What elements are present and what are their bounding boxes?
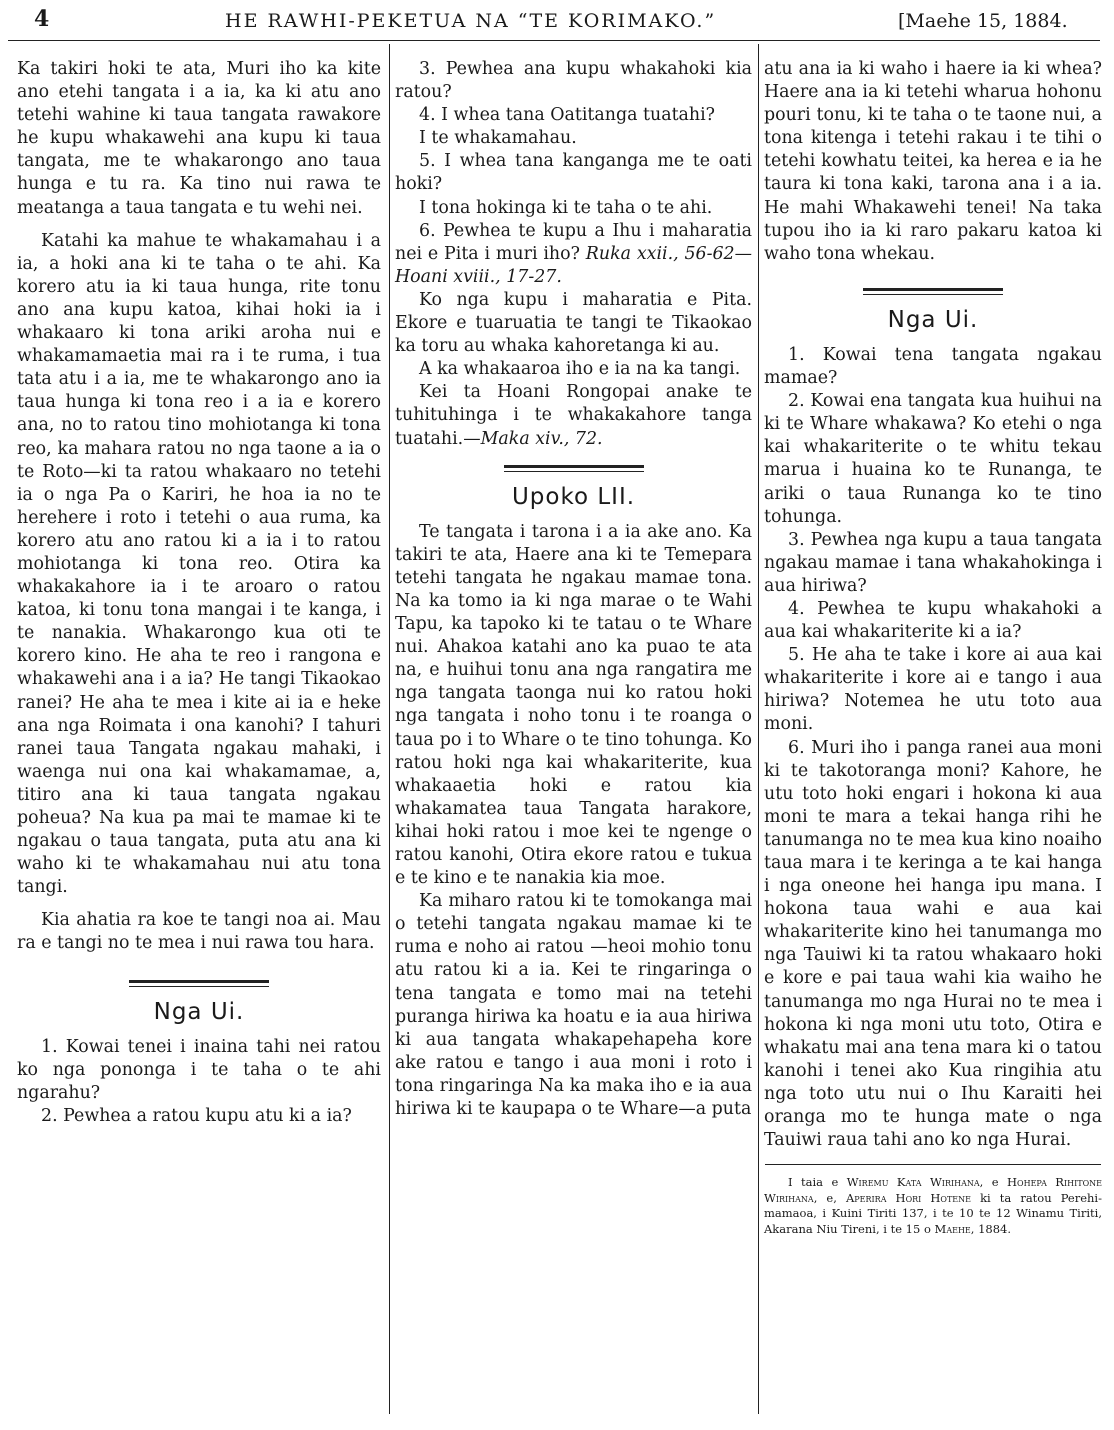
page-number: 4 — [34, 6, 50, 32]
imprint-month: Maehe — [934, 1221, 971, 1236]
printer-name: Wiremu Kata Wirihana — [846, 1175, 980, 1190]
question-text: 6. Pewhea te kupu a Ihu i maharatia nei e Pita i muri iho? — [395, 220, 752, 264]
section-divider — [504, 465, 644, 472]
answer-item: I te whakamahau. — [419, 128, 577, 149]
column-rule-2 — [758, 44, 759, 1414]
section-heading: Nga Ui. — [887, 306, 979, 333]
question-item: 1. Kowai tena tangata ngakau mamae? — [764, 344, 1102, 389]
question-item — [395, 220, 752, 289]
column-1 — [17, 58, 381, 1128]
printer-name: Hohepa Rihitone Wirihana — [764, 1175, 1102, 1205]
question-item: 1. Kowai tenei i inaina tahi nei ratou ko nga pononga i te taha o te ahi ngarahu? — [17, 1036, 381, 1103]
question-item: 5. He aha te take i kore ai aua kai whakariterite i kore ai e tango i aua hiriwa? Notemea he utu toto aua moni. — [764, 645, 1102, 735]
section-divider — [863, 288, 1003, 295]
answer-item: A ka whakaaroa iho e ia na ka tangi. — [419, 359, 741, 380]
answer-text: Kei ta Hoani Rongopai anake te tuhituhinga i te whakakahore tanga tuatahi.— — [395, 382, 752, 449]
question-item: 5. I whea tana kanganga me te oati hoki? — [395, 151, 752, 195]
question-item: 3. Pewhea nga kupu a taua tangata ngakau mamae i tana whakahokinga i aua hiriwa? — [764, 529, 1102, 596]
imprint-text: , e, — [813, 1190, 846, 1205]
column-3 — [764, 58, 1102, 1237]
question-item: 4. I whea tana Oatitanga tuatahi? — [419, 105, 716, 126]
paragraph: Ka miharo ratou ki te tomokanga mai o tetehi tangata ngakau mamae ki te ruma e noho ai ratou —heoi mohio tonu atu ratou ki a ia. Kei te ringaringa o tena tangata e tomo mai na tetehi puranga hiriwa ka hoatu e ia aua hiriwa ki aua tangata whakapehapeha kore ake ratou e tango i aua moni i roto i tona ringaringa Na ka maka iho e ia aua hiriwa ki te kaupapa o te Whare—a puta — [395, 891, 752, 1120]
column-rule-1 — [389, 44, 390, 1414]
imprint-text: , 1884. — [970, 1221, 1011, 1236]
question-item: 6. Muri iho i panga ranei aua moni ki te takotoranga moni? Kahore, he utu toto hoki engari i hokona ki aua moni te mara a tekai hanga rihi he tanumanga no te mea kua kino noaiho taua mara i te keringa a te kai hanga i nga oneone hei hanga ipu mana. I hokona taua wahi e aua kai whakariterite kino hei tanumanga mo nga Tauiwi ki ta ratou whakaaro hoki e kore e pai taua wahi kia waiho he tanumanga mo nga Hurai no te mea i hokona ki nga moni utu toto, Otira e whakatu mai ana tena mara ki o tatou kanohi i tenei ako Kua ringihia atu nga toto utu nui o Ihu Karaiti hei oranga mo te hunga mate o nga Tauiwi raua tahi ano ko nga Hurai. — [764, 737, 1102, 1151]
question-item: 2. Pewhea a ratou kupu atu ki a ia? — [41, 1105, 352, 1126]
chapter-heading: Upoko LII. — [511, 483, 636, 510]
answer-item: I tona hokinga ki te taha o te ahi. — [419, 197, 713, 218]
publication-title: HE RAWHI-PEKETUA NA “TE KORIMAKO.” — [225, 10, 717, 32]
section-heading: Nga Ui. — [153, 998, 245, 1025]
page-header — [0, 0, 1114, 40]
imprint-rule — [765, 1164, 1101, 1165]
imprint-text: ki ta ratou Perehi-mamaoa, i Kuini Tiriti 137, i te 10 te 12 Winamu Tiriti, Akarana Niu Tireni, i te 15 o — [764, 1190, 1102, 1236]
paragraph: Kia ahatia ra koe te tangi noa ai. Mau ra e tangi no te mea i nui rawa tou hara. — [17, 910, 381, 954]
paragraph: Katahi ka mahue te whakamahau i a ia, a hoki ana ki te taha o te ahi. Ka korero atu ia ki taua hunga, rite tonu ano ana kupu katoa, kihai hoki ia i whakaaro ki tona ariki aroha nui e whakamamaetia mai ra i te ruma, i tua tata atu i a ia, me te whakarongo ano ia taua hunga ki tona reo i a ia e korero ana, no to ratou tino mohiotanga ki tona reo, ka mahara ratou no nga taone a ia o te Roto—ki ta ratou whakaaro no tetehi ia o nga Pa o Kariri, he hoa ia no te herehere i roto i tetehi o aua ruma, ka korero atu ano ratou ki a ia i to ratou mohiotanga ki tona reo. Otira ka whakakahore ia i te aroaro o ratou katoa, ki tonu tona mangai i te kanga, i te nanakia. Whakarongo kua oti te korero kino. He aha te reo i rangona e whakawehi ana i a ia? He tangi Tikaokao ranei? He aha te mea i kite ai ia e heke ana nga Roimata i ona kanohi? I tahuri ranei taua Tangata ngakau mahaki, i waenga nui ona kai whakamamae, a, titiro ana ki taua tangata ngakau poheua? Na kua pa mai te mamae ki te ngakau o taua tangata, puta atu ana ki waho ki te whakamahau nui atu tona tangi. — [17, 230, 381, 898]
question-item: 2. Kowai ena tangata kua huihui na ki te Whare whakawa? Ko etehi o nga kai whakariterite o te whitu tekau marua i huaina ko te Runanga, te ariki o taua Runanga ko te tino tohunga. — [764, 391, 1102, 527]
question-item: 4. Pewhea te kupu whakahoki a aua kai whakariterite ki a ia? — [764, 598, 1102, 643]
column-2 — [395, 58, 752, 1121]
paragraph: Te tangata i tarona i a ia ake ano. Ka takiri te ata, Haere ana ki te Temepara tetehi tangata he ngakau mamae tona. Na ka tomo ia ki nga marae o te Wahi Tapu, ka tapoko ki te tatau o te Whare nui. Ahakoa katahi ano ka puao te ata na, e huihui tonu ana nga rangatira me nga tangata taonga nui ko ratou hoki nga tangata i noho tonu i te roanga o taua po i to Whare o te tino tohunga. Ko ratou hoki nga kai whakariterite, kua whakaaetia hoki e ratou kia whakamatea taua Tangata harakore, kihai hoki ratou i moe kei te ngenge o ratou kanohi, Otira ekore ratou e tukua e te kino e te nanakia kia moe. — [395, 521, 752, 889]
scripture-reference: Ruka xxii., 56-62—Hoani xviii., 17-27. — [395, 243, 753, 287]
printer-name: Aperira Hori Hotene — [845, 1190, 971, 1205]
issue-date: [Maehe 15, 1884. — [898, 10, 1068, 32]
header-rule — [8, 40, 1100, 41]
paragraph: Ka takiri hoki te ata, Muri iho ka kite ano etehi tangata i a ia, ka ki atu ano tetehi wahine ki taua tangata rawakore he kupu whakawehi ana kupu ki taua tangata, me te whakarongo ano taua hunga e tu ra. Ka tino nui rawa te meatanga a taua tangata e tu wehi nei. — [17, 59, 381, 218]
question-item: 3. Pewhea ana kupu whakahoki kia ratou? — [395, 59, 752, 103]
paragraph: atu ana ia ki waho i haere ia ki whea? Haere ana ia ki tetehi wharua hohonu pouri tonu, ki te taha o te taone nui, a tona kitenga i tetehi rakau i te tihi o tetehi kowhatu teitei, ka herea e ia he taura ki tona kaki, tarona ana i a ia. He mahi Whakawehi tenei! Na taka tupou iho ia ki raro pakaru katoa ki waho tona whekau. — [764, 59, 1102, 264]
imprint-text: I taia e — [788, 1175, 847, 1190]
section-divider — [129, 980, 269, 987]
answer-item — [395, 381, 752, 450]
answer-item: Ko nga kupu i maharatia e Pita. Ekore e tuaruatia te tangi te Tikaokao ka toru au whaka kahoretanga ki au. — [395, 289, 752, 357]
printer-imprint — [764, 1175, 1102, 1237]
imprint-text: , e — [979, 1175, 1008, 1190]
scripture-reference: Maka xiv., 72. — [480, 428, 603, 449]
